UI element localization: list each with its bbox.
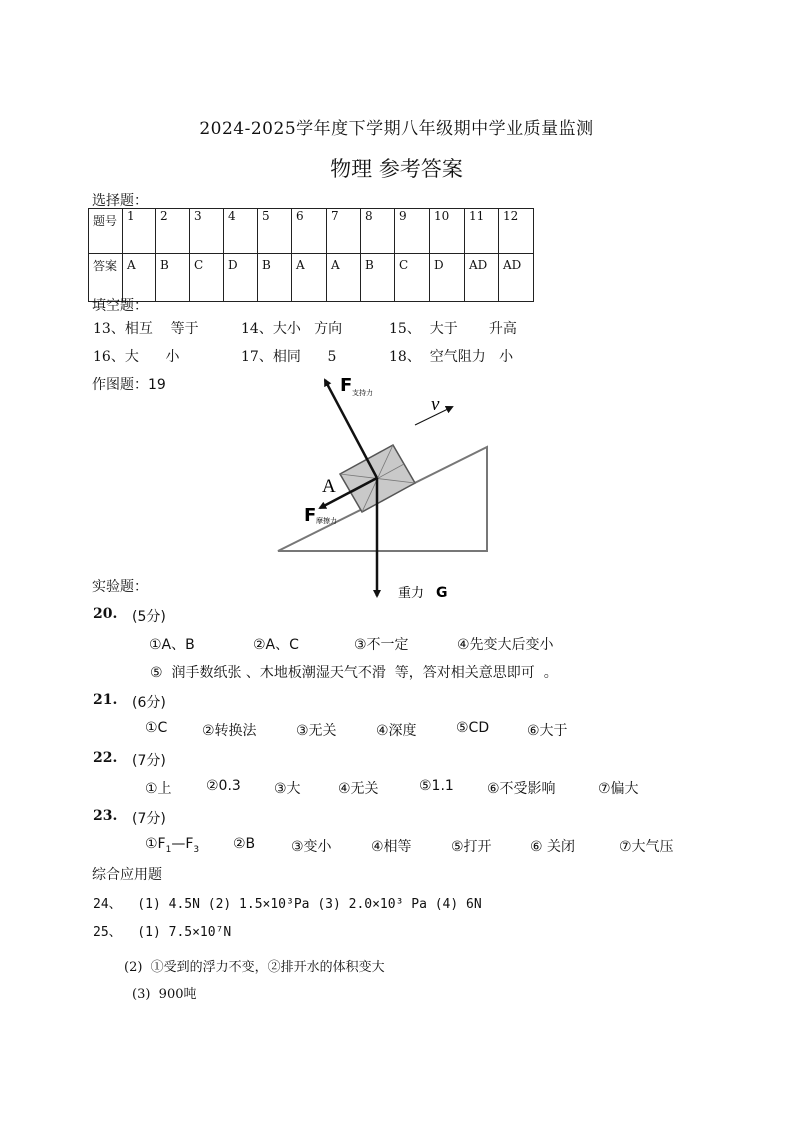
q23-answer-4: ④相等 <box>371 839 412 855</box>
table-cell: AD <box>499 254 534 302</box>
table-cell: 12 <box>499 209 534 254</box>
table-cell: A <box>327 254 361 302</box>
q23-a1-sub2: 3 <box>193 844 200 855</box>
answer-q25-2: (2) ①受到的浮力不变，②排开水的体积变大 <box>124 960 385 975</box>
q23-a1-mid: —F <box>171 836 194 852</box>
answer-q17: 17、相同 5 <box>241 349 337 365</box>
table-cell: B <box>156 254 190 302</box>
friction-force-label: F <box>304 505 317 526</box>
q20-answer-2: ②A、C <box>253 637 299 653</box>
table-cell: D <box>430 254 465 302</box>
q23-score: (7分) <box>132 811 166 827</box>
force-diagram <box>260 370 510 605</box>
document-title: 2024-2025学年度下学期八年级期中学业质量监测 <box>199 119 594 139</box>
answer-table <box>88 208 534 302</box>
fill-heading: 填空题： <box>92 298 148 314</box>
q23-answer-7: ⑦大气压 <box>619 839 674 855</box>
table-cell: B <box>258 254 292 302</box>
document-subtitle: 物理 参考答案 <box>330 157 463 181</box>
gravity-label: 重力 <box>398 586 425 601</box>
q21-number: 21. <box>93 692 118 708</box>
answer-q24: 24、 (1) 4.5N (2) 1.5×10³Pa (3) 2.0×10³ Pa (4) 6N <box>93 897 482 912</box>
q23-a1-prefix: ①F <box>145 836 166 852</box>
answer-q15: 15、 大于 升高 <box>389 321 517 337</box>
q22-answer-5: ⑤1.1 <box>419 778 454 794</box>
drawing-heading: 作图题：19 <box>92 377 166 393</box>
q21-answer-4: ④深度 <box>376 723 417 739</box>
block-label: A <box>322 476 336 497</box>
table-cell: A <box>292 254 327 302</box>
support-force-label: F <box>340 375 353 396</box>
table-cell: 7 <box>327 209 361 254</box>
q22-score: (7分) <box>132 753 166 769</box>
q20-answer-4: ④先变大后变小 <box>457 637 554 653</box>
q20-number: 20. <box>93 606 118 622</box>
table-cell: 2 <box>156 209 190 254</box>
table-row-numbers <box>89 209 534 254</box>
table-cell: 4 <box>224 209 258 254</box>
q22-answer-7: ⑦偏大 <box>598 781 639 797</box>
table-cell: 5 <box>258 209 292 254</box>
q21-answer-3: ③无关 <box>296 723 337 739</box>
velocity-label: v <box>431 394 440 415</box>
row-label-answers: 答案 <box>89 254 123 302</box>
table-cell: 11 <box>465 209 499 254</box>
answer-q25-1: 25、 (1) 7.5×10⁷N <box>93 925 232 940</box>
table-cell: 9 <box>395 209 430 254</box>
q23-number: 23. <box>93 808 118 824</box>
q20-answer-5: ⑤ 润手数纸张 、木地板潮湿天气不滑 等，答对相关意思即可 。 <box>150 665 558 681</box>
table-cell: 6 <box>292 209 327 254</box>
q20-score: (5分) <box>132 609 166 625</box>
q22-answer-2: ②0.3 <box>206 778 241 794</box>
q22-answer-6: ⑥不受影响 <box>487 781 556 797</box>
q23-answer-3: ③变小 <box>291 839 332 855</box>
table-cell: B <box>361 254 395 302</box>
gravity-symbol: G <box>436 585 448 601</box>
q22-answer-3: ③大 <box>274 781 301 797</box>
q22-answer-4: ④无关 <box>338 781 379 797</box>
q23-a1-sub1: 1 <box>165 844 172 855</box>
table-cell: D <box>224 254 258 302</box>
friction-force-subscript: 摩擦力 <box>316 517 337 525</box>
app-heading: 综合应用题 <box>92 867 162 883</box>
table-row-answers <box>89 254 534 302</box>
answer-q18: 18、 空气阻力 小 <box>389 349 514 365</box>
q20-answer-1: ①A、B <box>149 637 195 653</box>
exp-heading: 实验题： <box>92 579 148 595</box>
table-cell: 1 <box>123 209 156 254</box>
q22-answer-1: ①上 <box>145 781 172 797</box>
table-cell: C <box>190 254 224 302</box>
q21-score: (6分) <box>132 695 166 711</box>
q23-answer-5: ⑤打开 <box>451 839 492 855</box>
q22-number: 22. <box>93 750 118 766</box>
q20-answer-3: ③不一定 <box>354 637 409 653</box>
q21-answer-2: ②转换法 <box>202 723 257 739</box>
answer-q25-3: (3) 900吨 <box>132 987 197 1002</box>
table-cell: 3 <box>190 209 224 254</box>
answer-q16: 16、大 小 <box>93 349 180 365</box>
q23-answer-6: ⑥ 关闭 <box>530 839 576 855</box>
row-label-numbers: 题号 <box>89 209 123 254</box>
q23-answer-2: ②B <box>233 836 256 852</box>
q21-answer-6: ⑥大于 <box>527 723 568 739</box>
q21-answer-5: ⑤CD <box>456 720 490 736</box>
q21-answer-1: ①C <box>145 720 168 736</box>
answer-q14: 14、大小 方向 <box>241 321 343 337</box>
table-cell: C <box>395 254 430 302</box>
mc-heading: 选择题： <box>92 193 148 209</box>
support-force-subscript: 支持力 <box>352 389 373 397</box>
q23-answer-1 <box>145 836 199 855</box>
table-cell: 8 <box>361 209 395 254</box>
table-cell: A <box>123 254 156 302</box>
table-cell: AD <box>465 254 499 302</box>
answer-q13: 13、相互 等于 <box>93 321 199 337</box>
table-cell: 10 <box>430 209 465 254</box>
